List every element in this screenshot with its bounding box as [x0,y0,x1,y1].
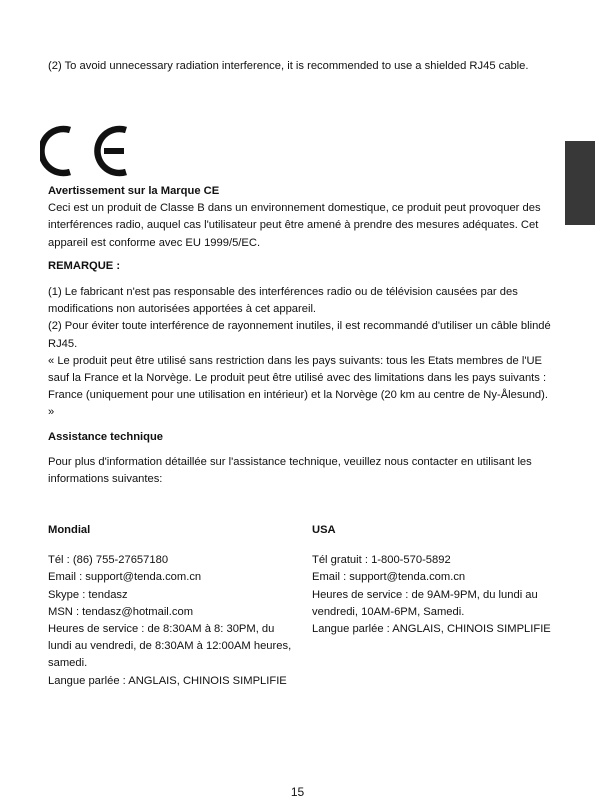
mondial-email: Email : support@tenda.com.cn [48,571,202,584]
mondial-heading: Mondial [48,524,91,536]
page-number: 15 [290,785,305,799]
mondial-skype: Skype : tendasz [48,588,128,601]
mondial-hours: Heures de service : de 8:30AM à 8: 30PM, du lundi au vendredi, de 8:30AM à 12:00AM heures, samedi. [48,623,292,670]
usa-phone: Tél gratuit : 1-800-570-5892 [312,554,451,567]
support-heading: Assistance technique [48,430,164,443]
remarque-p3: « Le produit peut être utilisé sans restriction dans les pays suivants: tous les Etats membres de l'UE sauf la France et la Norvège. Le produit peut être utilisé avec des limitations dans les pays suivants : France (uniquement pour une utilisation en intérieur) et la Norvège (20 km au centre de Ny-Ålesund). » [48,354,548,419]
mondial-phone: Tél : (86) 755-27657180 [48,554,169,567]
ce-mark-logo [40,122,132,180]
ce-body: Ceci est un produit de Classe B dans un environnement domestique, ce produit peut provoquer des interférences radio, auquel cas l'utilisateur peut être amené à prendre des mesures adéquates. Cet appareil est conforme avec EU 1999/5/EC. [48,202,541,249]
usa-hours: Heures de service : de 9AM-9PM, du lundi au vendredi, 10AM-6PM, Samedi. [312,588,538,618]
support-body: Pour plus d'information détaillée sur l'assistance technique, veuillez nous contacter en utilisant les informations suivantes: [48,455,532,486]
contact-mondial [48,522,293,690]
remarque-heading: REMARQUE : [48,259,121,272]
remarque-p2: (2) Pour éviter toute interférence de rayonnement inutiles, il est recommandé d'utiliser un câble blindé RJ45. [48,320,551,350]
usa-language: Langue parlée : ANGLAIS, CHINOIS SIMPLIFIE [312,623,551,636]
mondial-language: Langue parlée : ANGLAIS, CHINOIS SIMPLIFIE [48,674,287,687]
usa-heading: USA [312,524,336,536]
section-tab-marker [565,141,595,225]
contact-usa [312,522,557,638]
mondial-msn: MSN : tendasz@hotmail.com [48,605,194,618]
intro-paragraph: (2) To avoid unnecessary radiation interference, it is recommended to use a shielded RJ45 cable. [48,60,529,72]
remarque-p1: (1) Le fabricant n'est pas responsable des interférences radio ou de télévision causées par des modifications non autorisées apportées à cet appareil. [48,286,518,316]
main-content [48,183,553,488]
usa-email: Email : support@tenda.com.cn [312,571,466,584]
ce-heading: Avertissement sur la Marque CE [48,185,220,197]
